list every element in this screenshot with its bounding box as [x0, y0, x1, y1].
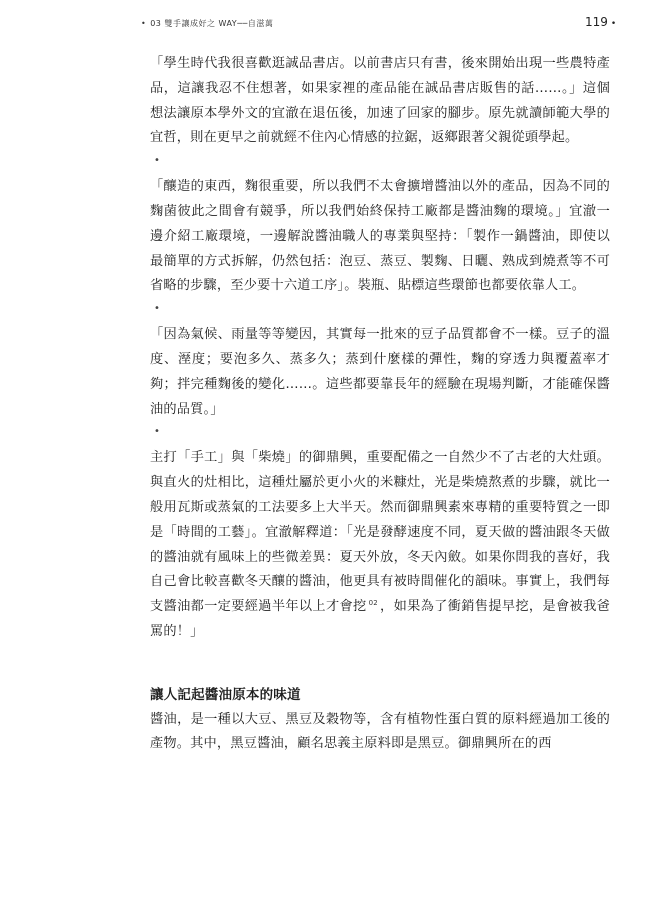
body-text — [150, 52, 610, 757]
page-number — [585, 15, 616, 29]
separator-1: • — [154, 155, 161, 167]
paragraph-4-text: 主打「手工」與「柴燒」的御鼎興，重要配備之一自然少不了古老的大灶頭。與直火的灶相比，這種灶屬於更小火的米糠灶，光是柴燒熬煮的步驟，就比一般用瓦斯或蒸氣的工法要多上大半天。然而御鼎興素來專精的重要特質之一即是「時間的工藝」。宜澈解釋道：「光是發酵速度不同，夏天做的醬油跟冬天做的醬油就有風味上的些微差異：夏天外放，冬天內斂。如果你問我的喜好，我自己會比較喜歡冬天釀的醬油，他更具有被時間催化的韻味。事實上，我們每支醬油都一定要經過半年以上才會挖 — [150, 450, 610, 615]
separator-2: • — [154, 303, 161, 315]
paragraph-1: 「學生時代我很喜歡逛誠品書店。以前書店只有書，後來開始出現一些農特產品，這讓我忍不住想著，如果家裡的產品能在誠品書店販售的話……。」這個想法讓原本學外文的宜澈在退伍後，加速了回家的腳步。原先就讀師範大學的宜哲，則在更早之前就經不住內心情感的拉鋸，返鄉跟著父親從頭學起。 — [150, 56, 610, 146]
running-header — [141, 18, 273, 29]
page-number-value: 119 — [585, 15, 608, 29]
section-heading: 讓人記起醬油原本的味道 — [150, 686, 301, 703]
chapter-title: 03 雙手讓成好之 WAY──自滋萬 — [150, 19, 274, 28]
header-dot: • — [141, 19, 147, 28]
paragraph-3: 「因為氣候、雨量等等變因，其實每一批來的豆子品質都會不一樣。豆子的溫度、溼度；要泡多久、蒸多久；蒸到什麼樣的彈性，麴的穿透力與覆蓋率才夠；拌完種麴後的變化……。這些都要靠長年的經驗在現場判斷，才能確保醬油的品質。」 — [150, 327, 610, 417]
paragraph-4-text-end: ，如果為了衝銷售提早挖，是會被我爸罵的！」 — [150, 599, 610, 639]
paragraph-2: 「釀造的東西，麴很重要，所以我們不太會擴增醬油以外的產品，因為不同的麴菌彼此之間會有競爭，所以我們始終保持工廠都是醬油麴的環境。」宜澈一邊介紹工廠環境，一邊解說醬油職人的專業與堅持：「製作一鍋醬油，即使以最簡單的方式拆解，仍然包括：泡豆、蒸豆、製麴、日曬、熟成到燒煮等不可省略的步驟，至少要十六道工序」。裝瓶、貼標這些環節也都要依靠人工。 — [150, 179, 610, 294]
footnote-marker[interactable]: 02 — [368, 598, 378, 607]
paragraph-5: 醬油，是一種以大豆、黑豆及穀物等，含有植物性蛋白質的原料經過加工後的產物。其中，黑豆醬油，顧名思義主原料即是黑豆。御鼎興所在的西 — [150, 711, 610, 752]
separator-3: • — [154, 426, 161, 438]
page-number-dot: • — [610, 19, 617, 29]
paragraph-4 — [150, 446, 610, 644]
